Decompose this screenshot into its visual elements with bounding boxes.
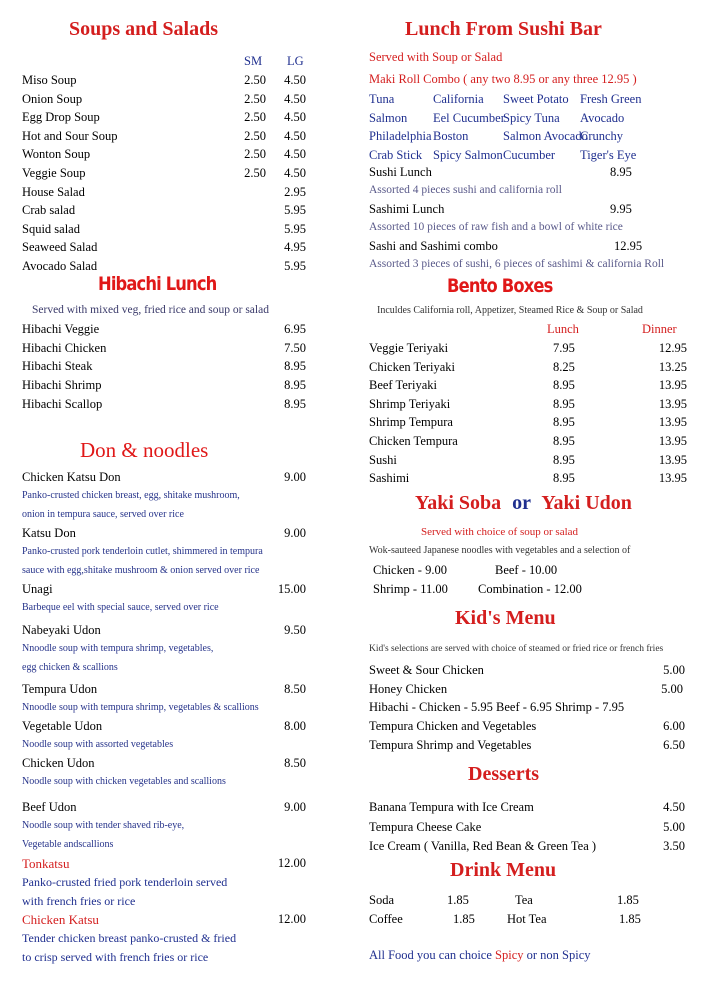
- sushi-item-description: Assorted 10 pieces of raw fish and a bowl of white rice: [369, 220, 623, 233]
- drink-item-name: Soda: [369, 893, 394, 907]
- soup-item-lg-price: 4.50: [284, 128, 306, 143]
- don-item-description: egg chicken & scallions: [22, 661, 118, 673]
- don-item-description: Panko-crusted chicken breast, egg, shitake mushroom,: [22, 490, 240, 501]
- special-item-description: to crisp served with french fries or rice: [22, 949, 209, 964]
- maki-combo: Maki Roll Combo ( any two 8.95 or any three 12.95 ): [369, 72, 637, 86]
- dessert-item-name: Tempura Cheese Cake: [369, 819, 482, 834]
- kids-item-name: Honey Chicken: [369, 681, 448, 696]
- dessert-item-price: 3.50: [663, 839, 685, 853]
- don-item-name: Chicken Udon: [22, 756, 95, 770]
- don-item-description: Barbeque eel with special sauce, served over rice: [22, 602, 219, 613]
- kids-item-name: Hibachi - Chicken - 5.95 Beef - 6.95 Shrimp - 7.95: [369, 700, 625, 715]
- dessert-item-price: 5.00: [663, 819, 685, 834]
- sm-header: SM: [244, 54, 263, 68]
- yaki-udon-label: Yaki Udon: [541, 492, 632, 514]
- bento-title: Bento Boxes: [447, 275, 553, 297]
- kids-item-name: Tempura Shrimp and Vegetables: [369, 737, 532, 752]
- sushi-item-price: 12.95: [614, 239, 643, 254]
- soup-item-sm-price: 2.50: [244, 128, 266, 143]
- sushi-item-description: Assorted 3 pieces of sushi, 6 pieces of sashimi & california Roll: [369, 258, 665, 270]
- maki-roll-option: Sweet Potato: [503, 92, 569, 106]
- desserts-title: Desserts: [468, 763, 540, 785]
- yaki-chicken: Chicken - 9.00: [373, 563, 447, 577]
- soup-item-name: Avocado Salad: [22, 259, 98, 273]
- soup-item-lg-price: 4.50: [284, 73, 306, 87]
- kids-item-price: 5.00: [661, 681, 683, 696]
- bento-item-name: Veggie Teriyaki: [369, 341, 449, 355]
- kids-item-name: Sweet & Sour Chicken: [369, 663, 484, 677]
- bento-item-name: Sushi: [369, 452, 397, 467]
- don-item-name: Unagi: [22, 582, 53, 596]
- bento-lunch-price: 7.95: [553, 341, 575, 355]
- maki-roll-option: Spicy Tuna: [503, 110, 560, 125]
- yaki-served: Served with choice of soup or salad: [421, 526, 579, 538]
- soup-item-name: Egg Drop Soup: [22, 110, 100, 125]
- special-item-price: 12.00: [277, 856, 306, 870]
- soup-item-sm-price: 2.50: [244, 166, 266, 180]
- sushi-item-name: Sashimi Lunch: [369, 202, 445, 217]
- don-item-price: 8.00: [284, 719, 306, 733]
- soup-item-name: House Salad: [22, 184, 85, 199]
- maki-roll-option: Eel Cucumber: [433, 110, 505, 125]
- don-item-price: 9.00: [284, 800, 306, 814]
- yaki-shrimp: Shrimp - 11.00: [373, 582, 448, 596]
- soup-item-name: Seaweed Salad: [22, 240, 98, 255]
- bento-item-name: Chicken Teriyaki: [369, 359, 456, 374]
- don-item-description: Noodle soup with chicken vegetables and scallions: [22, 776, 226, 787]
- don-item-name: Chicken Katsu Don: [22, 470, 121, 484]
- don-item-name: Tempura Udon: [22, 682, 98, 696]
- soup-item-lg-price: 2.95: [284, 184, 306, 199]
- sushi-title: Lunch From Sushi Bar: [405, 18, 602, 40]
- bento-lunch-price: 8.95: [553, 434, 575, 448]
- drink-item-price: 1.85: [453, 912, 475, 926]
- soup-item-lg-price: 5.95: [284, 259, 306, 273]
- maki-roll-option: Avocado: [580, 110, 625, 125]
- maki-roll-option: Crab Stick: [369, 147, 423, 162]
- special-item-description: Panko-crusted fried pork tenderloin served: [22, 875, 228, 889]
- hibachi-item-name: Hibachi Shrimp: [22, 378, 102, 393]
- hibachi-item-name: Hibachi Steak: [22, 359, 93, 374]
- don-item-name: Vegetable Udon: [22, 719, 103, 733]
- bento-dinner-price: 13.95: [658, 378, 687, 393]
- soup-item-lg-price: 4.50: [284, 91, 306, 106]
- lg-header: LG: [287, 54, 304, 68]
- hibachi-item-name: Hibachi Veggie: [22, 322, 100, 336]
- soup-item-sm-price: 2.50: [244, 73, 266, 87]
- kids-title: Kid's Menu: [455, 607, 556, 629]
- drink-item-price: 1.85: [619, 912, 641, 926]
- bento-lunch-price: 8.25: [553, 359, 575, 374]
- special-item-price: 12.00: [277, 912, 306, 926]
- soup-item-sm-price: 2.50: [244, 147, 266, 162]
- bento-note: Inculdes California roll, Appetizer, Steamed Rice & Soup or Salad: [377, 305, 643, 316]
- bento-item-name: Chicken Tempura: [369, 434, 458, 448]
- maki-roll-option: Salmon: [369, 110, 408, 125]
- soup-item-name: Veggie Soup: [22, 166, 86, 180]
- soup-item-lg-price: 5.95: [284, 203, 306, 218]
- kids-item-price: 6.50: [663, 737, 685, 752]
- don-item-price: 9.00: [284, 470, 306, 484]
- sushi-item-price: 9.95: [610, 202, 632, 217]
- hibachi-note: Served with mixed veg, fried rice and soup or salad: [32, 304, 269, 316]
- don-item-name: Katsu Don: [22, 526, 76, 540]
- bento-dinner-price: 13.95: [658, 452, 687, 467]
- dessert-item-price: 4.50: [663, 800, 685, 814]
- footer-spicy: Spicy: [495, 948, 524, 962]
- don-item-name: Beef Udon: [22, 800, 77, 814]
- kids-item-name: Tempura Chicken and Vegetables: [369, 719, 537, 734]
- maki-roll-option: Philadelphia: [369, 129, 432, 144]
- kids-note: Kid's selections are served with choice of steamed or fried rice or french fries: [369, 644, 664, 654]
- soup-item-name: Squid salad: [22, 221, 80, 236]
- maki-roll-option: Crunchy: [580, 129, 624, 144]
- don-item-description: Nnoodle soup with tempura shrimp, vegetables,: [22, 643, 214, 654]
- drink-item-price: 1.85: [617, 893, 639, 907]
- don-item-price: 9.50: [284, 623, 306, 637]
- special-item-name: Tonkatsu: [22, 856, 70, 871]
- drink-item-name: Tea: [515, 893, 533, 907]
- soups-title: Soups and Salads: [69, 18, 218, 40]
- sushi-served: Served with Soup or Salad: [369, 50, 503, 64]
- special-item-description: Tender chicken breast panko-crusted & fried: [22, 931, 237, 945]
- yaki-note: Wok-sauteed Japanese noodles with vegetables and a selection of: [369, 545, 631, 556]
- bento-dinner-price: 13.95: [658, 396, 687, 411]
- hibachi-item-price: 8.95: [284, 359, 306, 374]
- drink-item-name: Coffee: [369, 912, 403, 926]
- yaki-beef: Beef - 10.00: [495, 563, 558, 577]
- kids-item-price: 6.00: [663, 719, 685, 734]
- don-item-description: onion in tempura sauce, served over rice: [22, 508, 184, 520]
- hibachi-title: Hibachi Lunch: [98, 273, 217, 295]
- dessert-item-name: Ice Cream ( Vanilla, Red Bean & Green Tea ): [369, 839, 597, 853]
- don-item-price: 15.00: [277, 582, 306, 596]
- maki-roll-option: Boston: [433, 129, 469, 144]
- bento-lunch-price: 8.95: [553, 378, 575, 393]
- soup-item-lg-price: 5.95: [284, 221, 306, 236]
- footer-text-b: or non Spicy: [523, 948, 591, 962]
- don-item-price: 8.50: [284, 756, 306, 770]
- spicy-footer: [369, 948, 591, 963]
- soup-item-lg-price: 4.50: [284, 166, 306, 180]
- yaki-soba-label: Yaki Soba: [415, 492, 502, 514]
- maki-roll-option: California: [433, 92, 484, 106]
- bento-lunch-price: 8.95: [553, 471, 575, 486]
- bento-dinner-price: 13.25: [658, 359, 687, 374]
- maki-roll-option: Fresh Green: [580, 92, 642, 106]
- maki-roll-option: Cucumber: [503, 147, 556, 162]
- hibachi-item-price: 6.95: [284, 322, 306, 336]
- bento-item-name: Sashimi: [369, 471, 410, 486]
- maki-roll-option: Tiger's Eye: [580, 147, 637, 162]
- don-item-name: Nabeyaki Udon: [22, 623, 101, 637]
- soup-item-lg-price: 4.95: [284, 240, 306, 255]
- don-item-description: Nnoodle soup with tempura shrimp, vegetables & scallions: [22, 702, 259, 713]
- kids-item-price: 5.00: [663, 663, 685, 677]
- hibachi-item-name: Hibachi Chicken: [22, 340, 107, 355]
- don-item-description: sauce with egg,shitake mushroom & onion served over rice: [22, 564, 260, 576]
- bento-item-name: Beef Teriyaki: [369, 378, 437, 393]
- soup-item-name: Hot and Sour Soup: [22, 128, 118, 143]
- bento-dinner-price: 13.95: [658, 415, 687, 430]
- soup-item-lg-price: 4.50: [284, 147, 306, 162]
- bento-lunch-price: 8.95: [553, 415, 575, 430]
- maki-roll-option: Salmon Avocado: [503, 129, 588, 144]
- dessert-item-name: Banana Tempura with Ice Cream: [369, 800, 534, 814]
- special-item-description: with french fries or rice: [22, 893, 136, 908]
- drink-item-price: 1.85: [447, 893, 469, 907]
- yaki-title: [415, 492, 632, 515]
- drinks-title: Drink Menu: [450, 859, 557, 881]
- soup-item-sm-price: 2.50: [244, 110, 266, 125]
- soup-item-name: Miso Soup: [22, 73, 77, 87]
- don-item-price: 9.00: [284, 526, 306, 540]
- sushi-item-name: Sushi Lunch: [369, 165, 432, 179]
- soup-item-name: Onion Soup: [22, 91, 83, 106]
- bento-dinner-price: 13.95: [658, 471, 687, 486]
- hibachi-item-name: Hibachi Scallop: [22, 396, 103, 411]
- soup-item-sm-price: 2.50: [244, 91, 266, 106]
- yaki-or-label: or: [512, 492, 532, 514]
- don-item-description: Panko-crusted pork tenderloin cutlet, shimmered in tempura: [22, 546, 263, 557]
- lunch-header: Lunch: [547, 322, 579, 336]
- footer-text-a: All Food you can choice: [369, 948, 496, 962]
- don-item-description: Noodle soup with assorted vegetables: [22, 739, 174, 750]
- bento-lunch-price: 8.95: [553, 452, 575, 467]
- hibachi-item-price: 7.50: [284, 340, 306, 355]
- special-item-name: Chicken Katsu: [22, 912, 99, 927]
- bento-dinner-price: 13.95: [658, 434, 687, 448]
- sushi-item-name: Sashi and Sashimi combo: [369, 239, 498, 254]
- soup-item-lg-price: 4.50: [284, 110, 306, 125]
- bento-item-name: Shrimp Tempura: [369, 415, 453, 430]
- maki-roll-option: Tuna: [369, 92, 395, 106]
- don-item-price: 8.50: [284, 682, 306, 696]
- sushi-item-description: Assorted 4 pieces sushi and california roll: [369, 183, 562, 196]
- soup-item-name: Wonton Soup: [22, 147, 91, 162]
- dinner-header: Dinner: [642, 322, 677, 336]
- drink-item-name: Hot Tea: [507, 912, 547, 926]
- hibachi-item-price: 8.95: [284, 396, 306, 411]
- don-title: Don & noodles: [80, 438, 209, 462]
- don-item-description: Vegetable andscallions: [22, 838, 114, 850]
- bento-dinner-price: 12.95: [658, 341, 687, 355]
- don-item-description: Noodle soup with tender shaved rib-eye,: [22, 820, 185, 831]
- sushi-item-price: 8.95: [610, 165, 632, 179]
- bento-item-name: Shrimp Teriyaki: [369, 396, 451, 411]
- hibachi-item-price: 8.95: [284, 378, 306, 393]
- yaki-combination: Combination - 12.00: [478, 582, 582, 596]
- soup-item-name: Crab salad: [22, 203, 76, 218]
- maki-roll-option: Spicy Salmon: [433, 147, 503, 162]
- bento-lunch-price: 8.95: [553, 396, 575, 411]
